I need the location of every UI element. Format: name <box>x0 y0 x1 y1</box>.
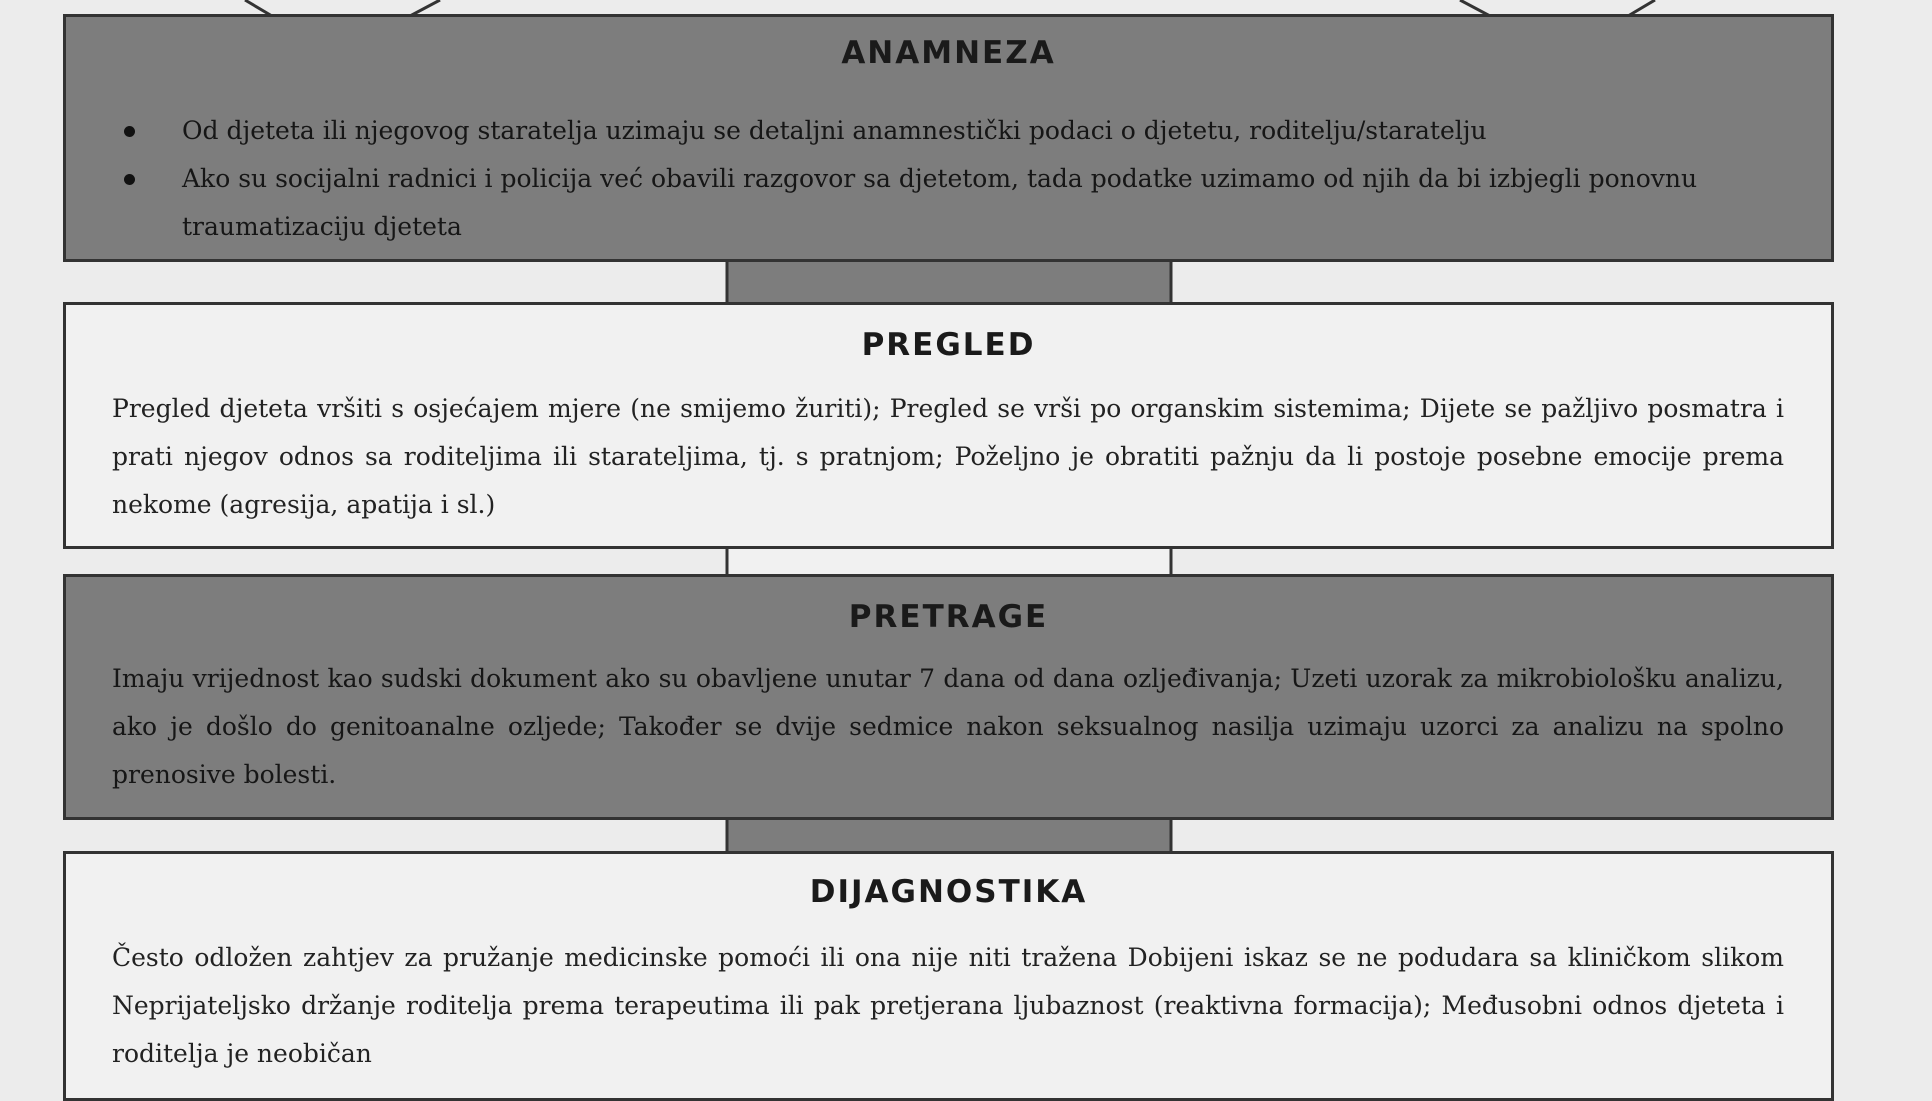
pregled-box <box>63 302 1834 549</box>
anamneza-box <box>63 14 1834 262</box>
bullet-dot-icon <box>124 174 135 185</box>
anamneza-bullet-list <box>82 107 1782 251</box>
anamneza-bullet-text: Ako su socijalni radnici i policija već obavili razgovor sa djetetom, tada podatke uzimamo od njih da bi izbjegli ponovnu traumatizaciju djeteta <box>182 164 1698 241</box>
pretrage-box <box>63 574 1834 820</box>
list-item <box>82 107 1782 155</box>
connector-anamneza-pregled <box>727 258 1171 304</box>
anamneza-title: ANAMNEZA <box>841 35 1056 71</box>
anamneza-bullet-text: Od djeteta ili njegovog staratelja uzimaju se detaljni anamnestički podaci o djetetu, roditelju/staratelju <box>182 116 1487 145</box>
connector-pregled-pretrage <box>727 547 1171 576</box>
pretrage-text: Imaju vrijednost kao sudski dokument ako su obavljene unutar 7 dana od dana ozljeđivanja; Uzeti uzorak za mikrobiološku analizu, ako je došlo do genitoanalne ozljede; Također se dvije sedmice nakon seksualnog nasilja uzimaju uzorci za analizu na spolno prenosive bolesti. <box>112 664 1784 789</box>
list-item <box>82 155 1782 251</box>
connector-pretrage-dijagnostika <box>727 818 1171 853</box>
pretrage-title: PRETRAGE <box>848 599 1049 635</box>
dijagnostika-text: Često odložen zahtjev za pružanje medicinske pomoći ili ona nije niti tražena Dobijeni iskaz se ne podudara sa kliničkom slikom Neprijateljsko držanje roditelja prema terapeutima ili pak pretjerana ljubaznost (reaktivna formacija); Međusobni odnos djeteta i roditelja je neobičan <box>112 943 1784 1068</box>
pregled-text: Pregled djeteta vršiti s osjećajem mjere (ne smijemo žuriti); Pregled se vrši po organskim sistemima; Dijete se pažljivo posmatra i prati njegov odnos sa roditeljima ili starateljima, tj. s pratnjom; Poželjno je obratiti pažnju da li postoje posebne emocije prema nekome (agresija, apatija i sl.) <box>112 394 1784 519</box>
dijagnostika-box <box>63 851 1834 1101</box>
pregled-title: PREGLED <box>861 327 1036 363</box>
dijagnostika-title: DIJAGNOSTIKA <box>809 874 1088 910</box>
bullet-dot-icon <box>124 126 135 137</box>
